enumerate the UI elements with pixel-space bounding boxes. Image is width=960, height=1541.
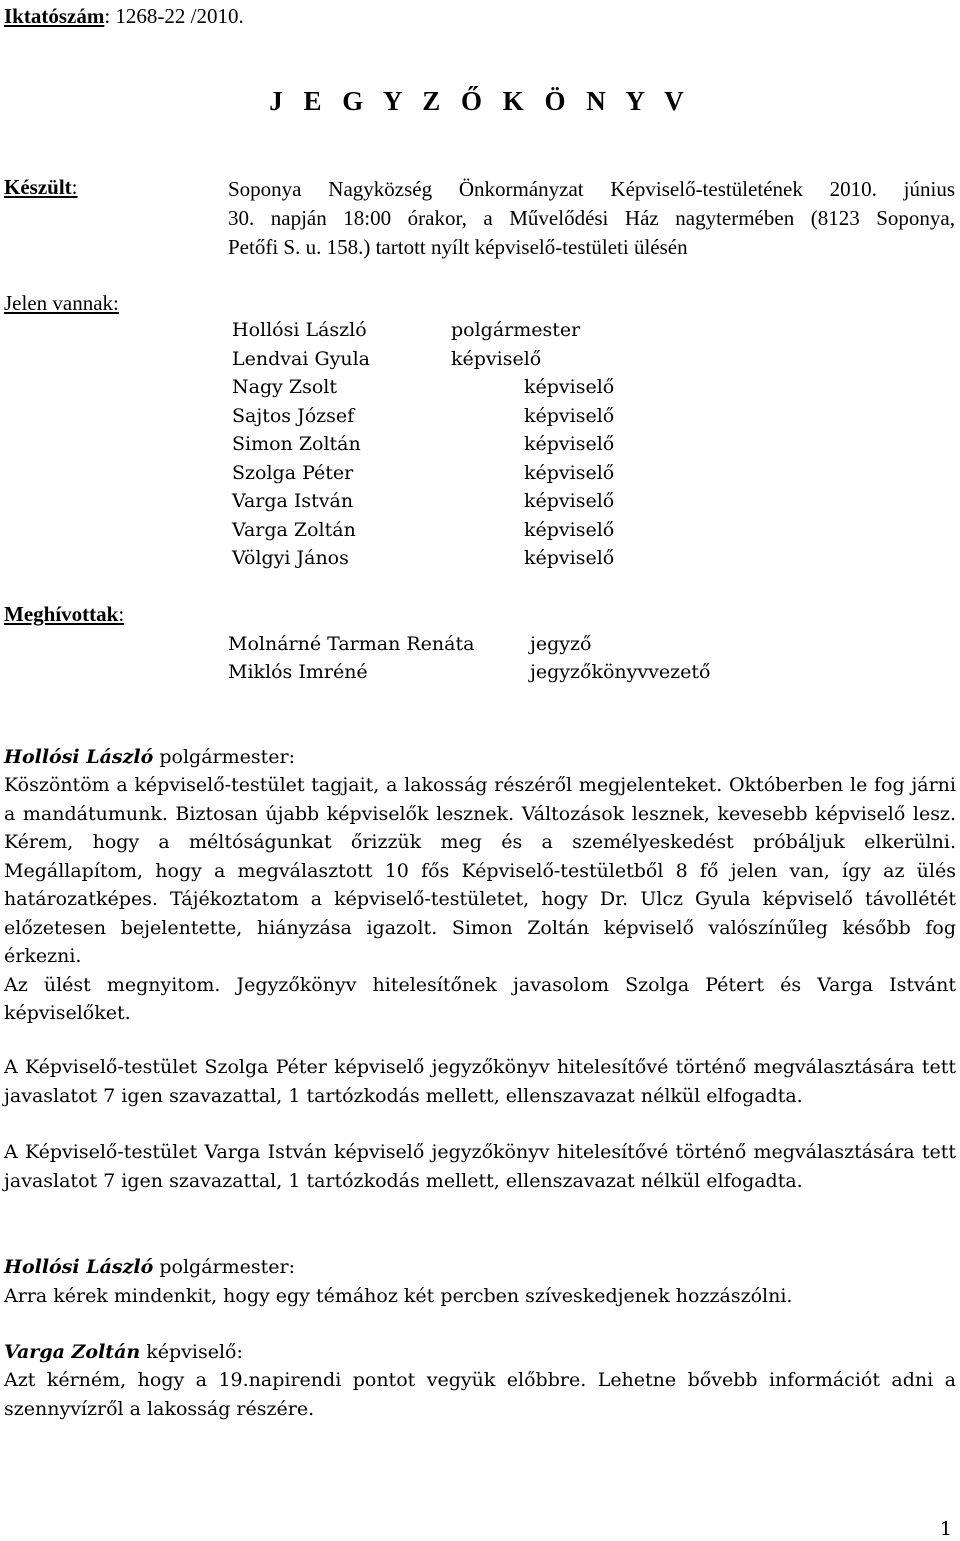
text-line: érkezni. [4, 945, 82, 967]
text-line: Arra kérek mindenkit, hogy egy témához két percben szíveskedjenek hozzászólni. [4, 1285, 793, 1307]
text-line: A Képviselő-testület Szolga Péter képviselő jegyzőkönyv hitelesítővé történő megválasztására tett [4, 1056, 956, 1078]
member-role: képviselő [524, 547, 615, 569]
member-role: képviselő [524, 490, 615, 512]
text-line: Köszöntöm a képviselő-testület tagjait, a lakosság részéről megjelenteket. Októberben le fog járni [4, 774, 956, 796]
file-number-label: Iktatószám [4, 4, 105, 28]
resolution-paragraph [4, 1138, 956, 1195]
keszult-line: 30. napján 18:00 órakor, a Művelődési Ház nagytermében (8123 Soponya, [228, 206, 955, 230]
speech-paragraph [4, 1366, 956, 1423]
text-line: képviselőket. [4, 1002, 131, 1024]
member-row [232, 345, 542, 373]
member-role: képviselő [524, 376, 615, 398]
text-line: Megállapítom, hogy a megválasztott 10 fős Képviselő-testületből 8 fő jelen van, így az ülés [4, 859, 956, 882]
keszult-line: Petőfi S. u. 158.) tartott nyílt képviselő-testületi ülésén [228, 235, 688, 259]
member-row [232, 430, 615, 458]
member-name: Szolga Péter [232, 461, 354, 484]
invitee-name: Molnárné Tarman Renáta [228, 633, 475, 655]
file-number-value: : 1268-22 /2010. [104, 4, 244, 28]
member-name: Varga István [232, 490, 354, 512]
member-row [232, 516, 615, 544]
speaker-name: Varga Zoltán [4, 1341, 141, 1363]
member-row [232, 373, 615, 401]
page-number: 1 [939, 1518, 952, 1540]
meghivottak-label: Meghívottak: [4, 602, 125, 626]
text-line: Azt kérném, hogy a 19.napirendi pontot vegyük előbbre. Lehetne bővebb információt adni a [4, 1369, 956, 1391]
member-row [232, 316, 581, 344]
member-role: képviselő [524, 461, 615, 484]
member-role: képviselő [524, 518, 615, 541]
member-role: képviselő [524, 404, 615, 427]
file-number [4, 4, 244, 29]
speech-paragraph [4, 771, 956, 1028]
keszult-line: Soponya Nagyközség Önkormányzat Képviselő-testületének 2010. június [228, 177, 955, 201]
member-row [232, 487, 615, 515]
member-name: Simon Zoltán [232, 433, 361, 455]
text-line: szennyvízről a lakosság részére. [4, 1397, 315, 1420]
text-line: Kérem, hogy a méltóságunkat őrizzük meg és a személyeskedést próbáljuk elkerülni. [4, 831, 956, 853]
text-line: előzetesen bejelentette, hiányzása igazolt. Simon Zoltán képviselő valószínűleg később fog [4, 916, 956, 939]
document-title: J E G Y Z Ő K Ö N Y V [269, 86, 691, 116]
speech-paragraph [4, 1282, 956, 1311]
speaker-heading [4, 743, 295, 771]
speaker-name: Hollósi László [4, 1256, 154, 1278]
speaker-name: Hollósi László [4, 746, 154, 768]
member-name: Nagy Zsolt [232, 376, 337, 398]
text-line: Az ülést megnyitom. Jegyzőkönyv hitelesítőnek javasolom Szolga Pétert és Varga Istvánt [4, 973, 956, 996]
member-name: Varga Zoltán [232, 518, 356, 541]
invitee-row [228, 630, 592, 658]
member-role: polgármester [451, 319, 581, 341]
text-line: határozatképes. Tájékoztatom a képviselő-testületet, hogy Dr. Ulcz Gyula képviselő távollétét [4, 888, 956, 910]
keszult-text [228, 175, 955, 262]
jelen-label: Jelen vannak: [4, 291, 119, 315]
keszult-label: Készült: [4, 175, 78, 199]
member-name: Lendvai Gyula [232, 347, 370, 370]
member-name: Hollósi László [232, 319, 367, 341]
invitee-role: jegyzőkönyvvezető [530, 661, 711, 683]
invitee-name: Miklós Imréné [228, 661, 368, 683]
member-role: képviselő [451, 347, 542, 370]
speaker-title: polgármester: [153, 746, 295, 768]
member-name: Sajtos József [232, 404, 355, 427]
text-line: A Képviselő-testület Varga István képviselő jegyzőkönyv hitelesítővé történő megválasztására tett [4, 1141, 956, 1163]
member-name: Völgyi János [232, 547, 349, 569]
speaker-title: polgármester: [153, 1256, 295, 1278]
text-line: javaslatot 7 igen szavazattal, 1 tartózkodás mellett, ellenszavazat nélkül elfogadta. [4, 1169, 803, 1192]
invitee-row [228, 658, 711, 686]
speaker-heading [4, 1338, 243, 1366]
speaker-heading [4, 1253, 295, 1281]
text-line: javaslatot 7 igen szavazattal, 1 tartózkodás mellett, ellenszavazat nélkül elfogadta. [4, 1084, 803, 1107]
member-row [232, 402, 615, 430]
member-row [232, 544, 615, 572]
speaker-title: képviselő: [140, 1341, 243, 1363]
resolution-paragraph [4, 1053, 956, 1110]
member-role: képviselő [524, 433, 615, 455]
member-row [232, 459, 615, 487]
text-line: a mandátumunk. Biztosan újabb képviselők lesznek. Változások lesznek, kevesebb képviselő lesz. [4, 802, 956, 825]
invitee-role: jegyző [530, 633, 592, 655]
